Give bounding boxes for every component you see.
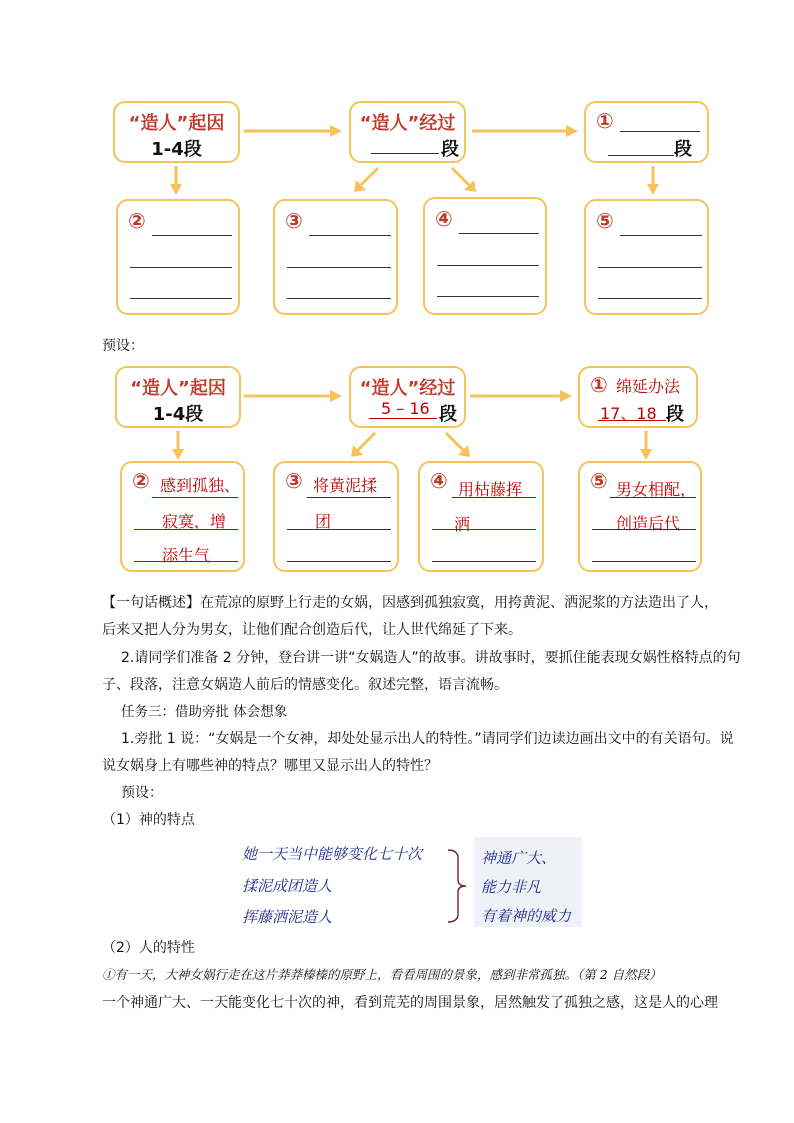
task2-line-1: 2.请同学们准备 2 分钟，登台讲一讲“女娲造人”的故事。讲故事时，要抓住能表现女娲性格特点的句: [121, 650, 741, 666]
answer-line: 添生气: [162, 546, 211, 565]
left-item: 她一天当中能够变化七十次: [242, 845, 423, 863]
process-box: [349, 366, 466, 428]
result-box: [584, 101, 709, 163]
process-range: 5 – 16: [381, 399, 430, 418]
answer-line: 用枯藤挥: [458, 480, 523, 499]
result-range: 17、18: [600, 404, 657, 423]
answer-line: 将黄泥揉: [313, 476, 378, 495]
box-num: ④: [430, 469, 448, 493]
task3-title: 任务三：借助旁批 体会想象: [121, 704, 288, 720]
arrow-right-icon: [472, 124, 580, 138]
arrow-down-icon: [169, 166, 183, 196]
bracket-icon: [446, 846, 476, 926]
result-text: 绵延办法: [616, 377, 681, 396]
task3-question-line-2: 说女娲身上有哪些神的特点？哪里又显示出人的特性？: [102, 758, 438, 774]
task3-preset: 预设：: [121, 785, 163, 801]
left-item: 挥藤洒泥造人: [242, 908, 333, 926]
arrow-right-icon: [470, 389, 574, 403]
cause-title: “造人”起因: [130, 378, 226, 399]
box-num: ⑤: [596, 209, 614, 233]
arrow-right-icon: [244, 124, 344, 138]
task3-question-line-1: 1.旁批 1 说：“女娲是一个女神，却处处显示出人的特性。”请同学们边读边画出文中的有关语句。说: [121, 731, 734, 747]
answer-box-2: [120, 461, 245, 572]
answer-box-4: [423, 197, 547, 315]
answer-box-3: [273, 199, 398, 315]
arrow-right-icon: [244, 389, 344, 403]
answer-line: 寂寞，增: [162, 512, 227, 531]
result-suffix: 段: [666, 404, 684, 425]
arrow-down-right-icon: [448, 166, 478, 196]
right-item: 能力非凡: [481, 878, 542, 896]
quote-line: ①有一天，大神女娲行走在这片莽莽榛榛的原野上，看看周围的景象，感到非常孤独。（第 2 自然段）: [102, 967, 662, 982]
arrow-down-right-icon: [442, 431, 472, 461]
preset-label: 预设：: [102, 338, 144, 354]
sub-heading-1: （1）神的特点: [102, 812, 195, 828]
answer-line: 洒: [454, 515, 471, 534]
result-num: ①: [590, 373, 608, 397]
answer-line: 男女相配，: [616, 480, 697, 499]
box-num: ③: [285, 209, 303, 233]
left-item: 揉泥成团造人: [242, 877, 333, 895]
summary-line-2: 后来又把人分为男女，让他们配合创造后代，让人世代绵延了下来。: [102, 622, 522, 638]
process-suffix: 段: [439, 404, 457, 425]
process-title: “造人”经过: [359, 113, 456, 134]
sub-heading-2: （2）人的特性: [102, 940, 195, 956]
answer-line: 感到孤独、: [160, 476, 241, 495]
cause-box: [113, 101, 240, 163]
box-num: ②: [128, 209, 146, 233]
answer-box-5: [584, 199, 709, 315]
analysis-line: 一个神通广大、一天能变化七十次的神，看到荒芜的周围景象，居然触发了孤独之感，这是人的心理: [102, 995, 718, 1011]
task2-line-2: 子、段落，注意女娲造人前后的情感变化。叙述完整，语言流畅。: [102, 677, 508, 693]
box-num: ④: [435, 207, 453, 231]
answer-line: 创造后代: [616, 514, 681, 533]
right-item: 有着神的威力: [481, 907, 572, 925]
summary-line-1: 【一句话概述】在荒凉的原野上行走的女娲，因感到孤独寂寞，用挎黄泥、洒泥浆的方法造出了人，: [102, 595, 718, 611]
process-title: “造人”经过: [359, 378, 456, 399]
cause-para: 1-4段: [151, 139, 202, 160]
answer-box-4: [418, 461, 544, 572]
box-num: ⑤: [590, 469, 608, 493]
answer-line: 团: [315, 512, 332, 531]
answer-box-2: [116, 199, 240, 315]
right-item: 神通广大、: [481, 849, 557, 867]
arrow-down-left-icon: [349, 431, 379, 461]
box-num: ②: [132, 469, 150, 493]
answer-box-3: [273, 461, 399, 572]
answer-box-5: [578, 461, 702, 572]
result-suffix: 段: [674, 139, 692, 160]
process-box: [349, 101, 466, 163]
arrow-down-icon: [646, 166, 660, 196]
box-num: ③: [285, 469, 303, 493]
cause-para: 1-4段: [152, 404, 204, 425]
process-suffix: 段: [441, 139, 459, 160]
result-box: [578, 366, 698, 428]
arrow-down-icon: [171, 431, 185, 461]
cause-title: “造人”起因: [128, 113, 225, 134]
arrow-down-left-icon: [352, 166, 382, 196]
result-num: ①: [596, 109, 614, 133]
arrow-down-icon: [639, 431, 653, 461]
cause-box: [115, 366, 241, 428]
